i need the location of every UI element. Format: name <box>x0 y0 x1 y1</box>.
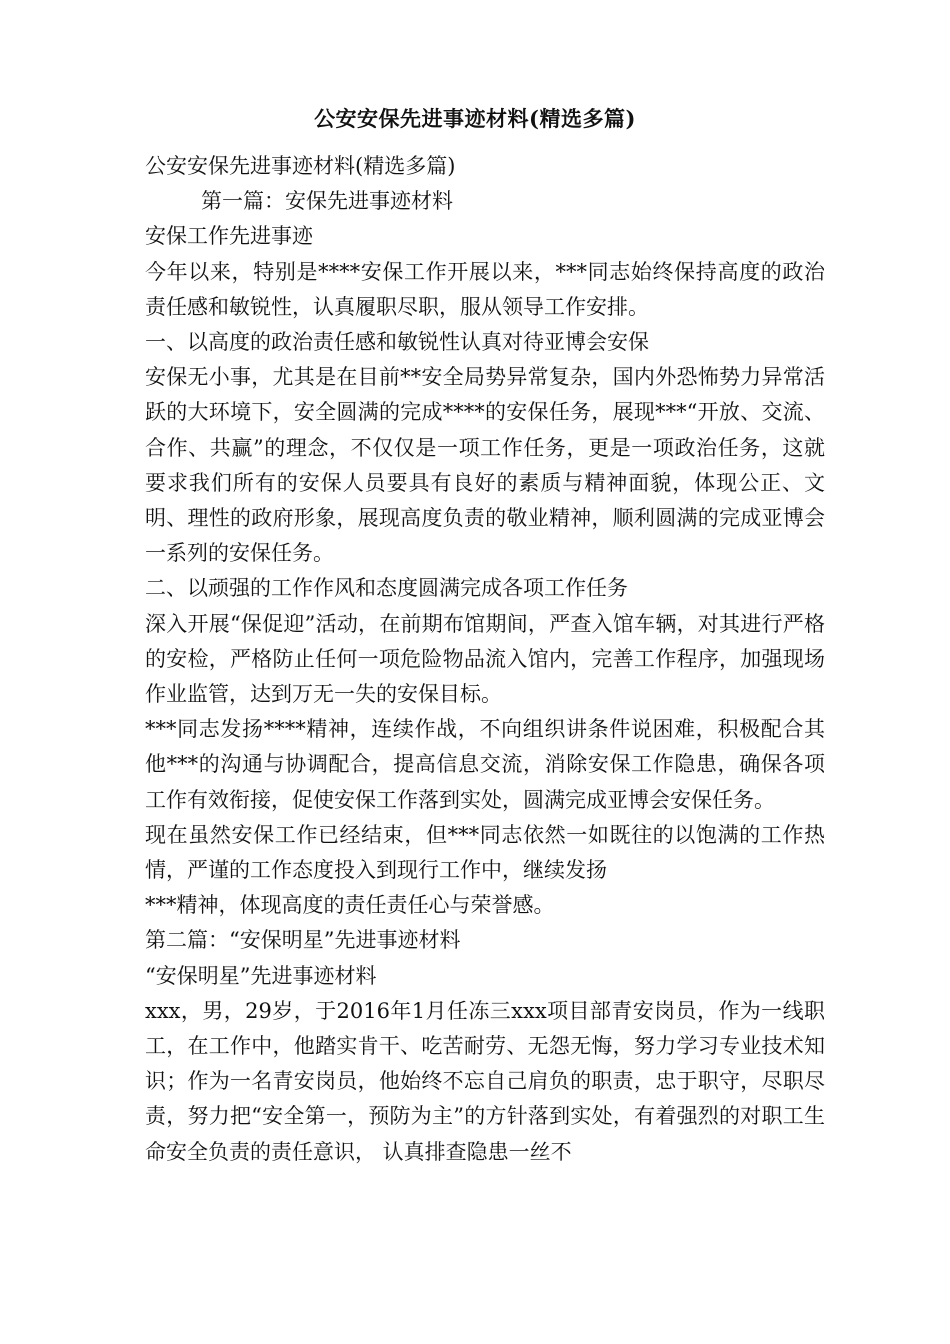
paragraph-point-2-heading: 二、以顽强的工作作风和态度圆满完成各项工作任务 <box>145 576 628 601</box>
paragraph: ***同志发扬****精神，连续作战，不向组织讲条件说困难，积极配合其他***的沟通与协调配合，提高信息交流，消除安保工作隐患，确保各项工作有效衔接，促使安保工作落到实处，圆满完成亚博会安保任务。 <box>145 717 825 812</box>
paragraph: ***精神，体现高度的责任责任心与荣誉感。 <box>145 893 555 918</box>
paragraph-chapter-2-heading: 第二篇：“安保明星”先进事迹材料 <box>145 928 461 953</box>
paragraph: 安保无小事，尤其是在目前**安全局势异常复杂，国内外恐怖势力异常活跃的大环境下，安全圆满的完成****的安保任务，展现***“开放、交流、合作、共赢”的理念，不仅仅是一项工作任务，更是一项政治任务，这就要求我们所有的安保人员要具有良好的素质与精神面貌，体现公正、文明、理性的政府形象，展现高度负责的敬业精神，顺利圆满的完成亚博会一系列的安保任务。 <box>145 365 825 566</box>
paragraph: xxx，男，29岁，于2016年1月任冻三xxx项目部青安岗员，作为一线职工，在工作中，他踏实肯干、吃苦耐劳、无怨无悔，努力学习专业技术知识；作为一名青安岗员，他始终不忘自己肩负的职责，忠于职守，尽职尽责，努力把“安全第一，预防为主”的方针落到实处，有着强烈的对职工生命安全负责的责任意识， 认真排查隐患一丝不 <box>145 998 825 1164</box>
paragraph-chapter-1-heading: 第一篇：安保先进事迹材料 <box>201 189 453 214</box>
document-body <box>145 149 825 1170</box>
document-title: 公安安保先进事迹材料(精选多篇) <box>314 106 636 131</box>
paragraph: 今年以来，特别是****安保工作开展以来，***同志始终保持高度的政治责任感和敏锐性，认真履职尽职，服从领导工作安排。 <box>145 259 825 319</box>
paragraph: 深入开展“保促迎”活动，在前期布馆期间，严查入馆车辆，对其进行严格的安检，严格防止任何一项危险物品流入馆内，完善工作程序，加强现场作业监管，达到万无一失的安保目标。 <box>145 611 825 707</box>
paragraph-section-heading: 安保工作先进事迹 <box>145 224 313 249</box>
paragraph-subtitle: 公安安保先进事迹材料(精选多篇) <box>145 154 456 178</box>
paragraph: 现在虽然安保工作已经结束，但***同志依然一如既往的以饱满的工作热情，严谨的工作态度投入到现行工作中，继续发扬 <box>145 822 825 883</box>
paragraph-section-heading: “安保明星”先进事迹材料 <box>145 963 377 988</box>
paragraph-point-1-heading: 一、以高度的政治责任感和敏锐性认真对待亚博会安保 <box>145 330 649 355</box>
